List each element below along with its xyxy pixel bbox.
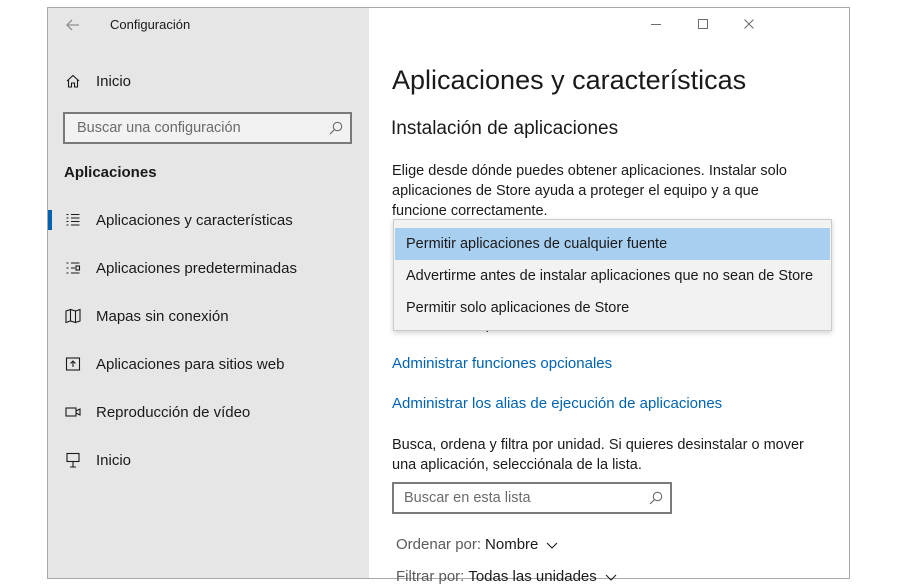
sidebar-item-label: Reproducción de vídeo [96,403,251,421]
offline-maps-icon [64,307,82,325]
list-description: Busca, ordena y filtra por unidad. Si quieres desinstalar o mover una aplicación, selecciónala de la lista. [392,437,804,473]
close-icon [743,18,755,30]
dropdown-option[interactable]: Advertirme antes de instalar aplicaciones que no sean de Store [406,268,814,284]
content-pane [369,8,849,585]
sidebar-item-apps-websites[interactable] [48,344,369,384]
chevron-down-icon [546,539,558,551]
sort-by-value: Nombre [485,536,539,553]
sidebar-item-video-playback[interactable] [48,392,369,432]
close-button[interactable] [737,14,761,34]
sidebar-item-label: Aplicaciones y características [96,211,293,229]
sidebar-item-apps-features[interactable] [48,200,369,240]
sidebar [48,8,369,578]
install-description: Elige desde dónde puedes obtener aplicaciones. Instalar solo aplicaciones de Store ayuda a proteger el equipo y a que funcione correctamente. [392,163,787,219]
startup-icon [64,451,82,469]
default-apps-icon [64,259,82,277]
sidebar-item-label: Aplicaciones predeterminadas [96,259,297,277]
page-title: Aplicaciones y características [392,65,747,95]
window-title: Configuración [110,17,191,32]
sort-by-control[interactable] [396,536,558,553]
settings-window [47,7,850,585]
back-arrow-icon [62,14,86,36]
home-icon [64,72,82,90]
sort-by-label: Ordenar por: [396,536,482,553]
dropdown-option[interactable]: Permitir solo aplicaciones de Store [406,300,630,316]
search-icon[interactable] [328,120,344,136]
sidebar-section-title: Aplicaciones [64,164,157,181]
sidebar-item-label: Mapas sin conexión [96,307,229,325]
minimize-icon [650,18,662,30]
minimize-button[interactable] [644,14,668,34]
video-playback-icon [64,403,82,421]
maximize-icon [697,18,709,30]
settings-search-placeholder: Buscar una configuración [77,120,241,136]
sidebar-item-default-apps[interactable] [48,248,369,288]
sidebar-item-startup[interactable] [48,440,369,480]
sidebar-item-label: Aplicaciones para sitios web [96,355,285,373]
chevron-down-icon [605,571,617,583]
filter-by-value: Todas las unidades [468,568,597,585]
manage-execution-aliases-link[interactable]: Administrar los alias de ejecución de aplicaciones [392,395,723,412]
search-icon[interactable] [648,490,664,506]
section-title: Instalación de aplicaciones [391,118,619,139]
manage-optional-features-link[interactable]: Administrar funciones opcionales [392,355,613,372]
maximize-button[interactable] [691,14,715,34]
sidebar-item-offline-maps[interactable] [48,296,369,336]
app-source-dropdown-list[interactable] [393,219,832,331]
app-list-search-input[interactable] [392,482,672,514]
filter-by-control[interactable] [396,568,617,585]
apps-for-websites-icon [64,355,82,373]
dropdown-option[interactable]: Permitir aplicaciones de cualquier fuente [395,228,830,260]
app-list-search-placeholder: Buscar en esta lista [404,490,531,506]
apps-features-icon [64,211,82,229]
settings-search-input[interactable] [63,112,352,144]
filter-by-label: Filtrar por: [396,568,465,585]
sidebar-item-home[interactable] [64,69,131,93]
home-label: Inicio [96,72,132,90]
sidebar-item-label: Inicio [96,451,132,469]
back-button[interactable] [62,14,86,36]
